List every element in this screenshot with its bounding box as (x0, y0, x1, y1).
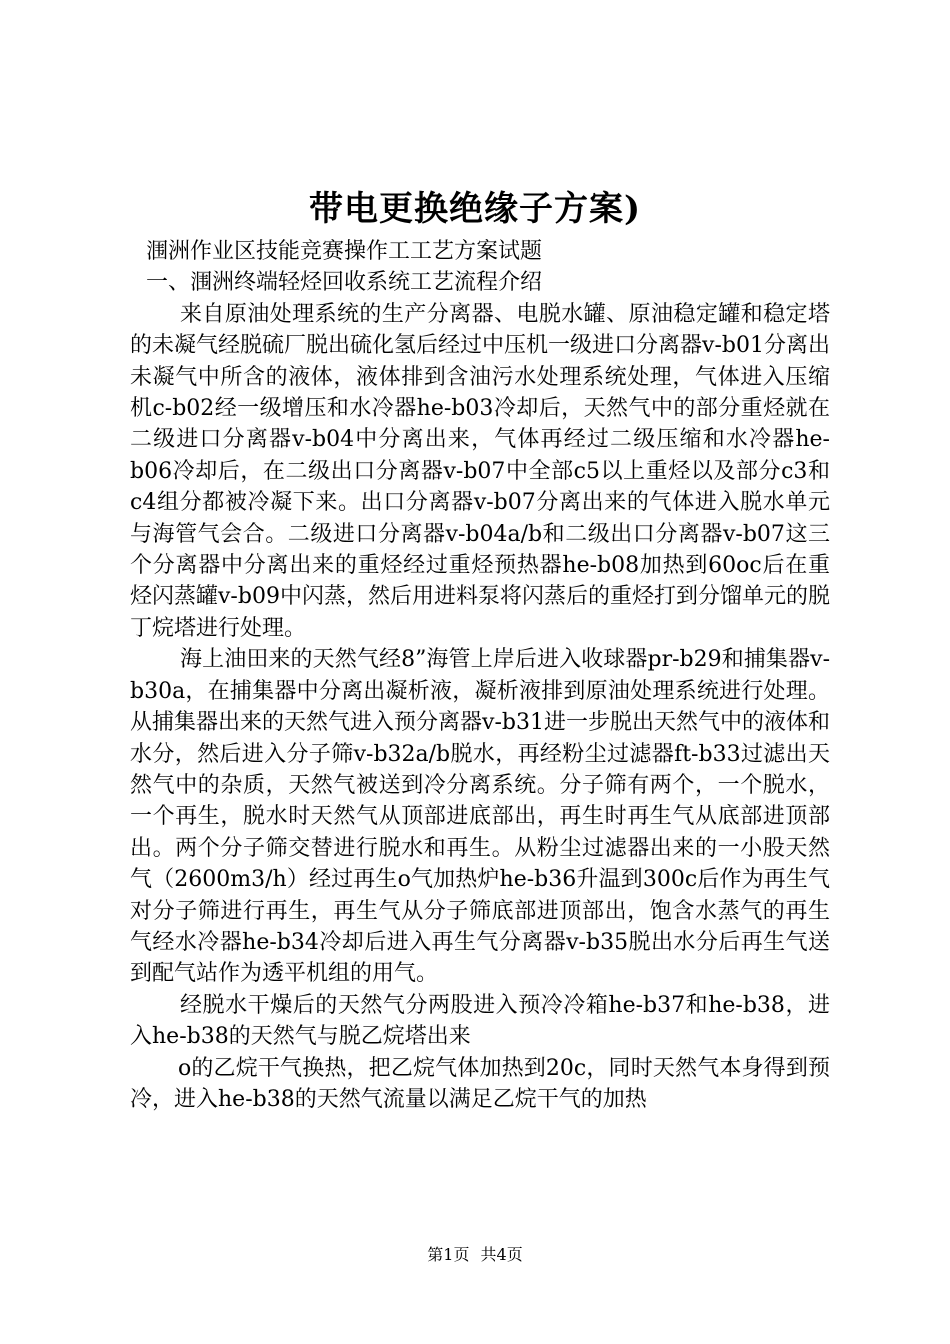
exam-heading: 涠洲作业区技能竞赛操作工工艺方案试题 (146, 239, 543, 264)
page-footer (0, 1244, 950, 1266)
body-paragraph: 来自原油处理系统的生产分离器、电脱水罐、原油稳定罐和稳定塔的未凝气经脱硫厂脱出硫化氢后经过中压机一级进口分离器v-b01分离出未凝气中所含的液体，液体排到含油污水处理系统处理，气体进入压缩机c-b02经一级增压和水冷器he-b03冷却后，天然气中的部分重烃就在二级进口分离器v-b04中分离出来，气体再经过二级压缩和水冷器he-b06冷却后，在二级出口分离器v-b07中全部c5以上重烃以及部分c3和c4组分都被冷凝下来。出口分离器v-b07分离出来的气体进入脱水单元与海管气会合。二级进口分离器v-b04a/b和二级出口分离器v-b07这三个分离器中分离出来的重烃经过重烃预热器he-b08加热到60oc后在重烃闪蒸罐v-b09中闪蒸，然后用进料泵将闪蒸后的重烃打到分馏单元的脱丁烷塔进行处理。 (130, 301, 830, 641)
section-heading: 一、涠洲终端轻烃回收系统工艺流程介绍 (146, 270, 543, 296)
page-total: 共4页 (480, 1245, 523, 1264)
body-paragraph: o的乙烷干气换热，把乙烷气体加热到20c，同时天然气本身得到预冷，进入he-b38的天然气流量以满足乙烷干气的加热 (130, 1055, 830, 1112)
document-body (130, 236, 830, 1115)
body-paragraph: 海上油田来的天然气经8”海管上岸后进入收球器pr-b29和捕集器v-b30a，在捕集器中分离出凝析液，凝析液排到原油处理系统进行处理。从捕集器出来的天然气进入预分离器v-b31进一步脱出天然气中的液体和水分，然后进入分子筛v-b32a/b脱水，再经粉尘过滤器ft-b33过滤出天然气中的杂质，天然气被送到冷分离系统。分子筛有两个，一个脱水，一个再生，脱水时天然气从顶部进底部出，再生时再生气从底部进顶部出。两个分子筛交替进行脱水和再生。从粉尘过滤器出来的一小股天然气（2600m3/h）经过再生o气加热炉he-b36升温到300c后作为再生气对分子筛进行再生，再生气从分子筛底部进顶部出，饱含水蒸气的再生气经水冷器he-b34冷却后进入再生气分离器v-b35脱出水分后再生气送到配气站作为透平机组的用气。 (130, 647, 830, 987)
body-paragraph: 经脱水干燥后的天然气分两股进入预冷冷箱he-b37和he-b38，进入he-b38的天然气与脱乙烷塔出来 (130, 992, 830, 1050)
document-title: 带电更换绝缘子方案) (308, 189, 642, 229)
page-number: 第1页 (427, 1245, 470, 1264)
